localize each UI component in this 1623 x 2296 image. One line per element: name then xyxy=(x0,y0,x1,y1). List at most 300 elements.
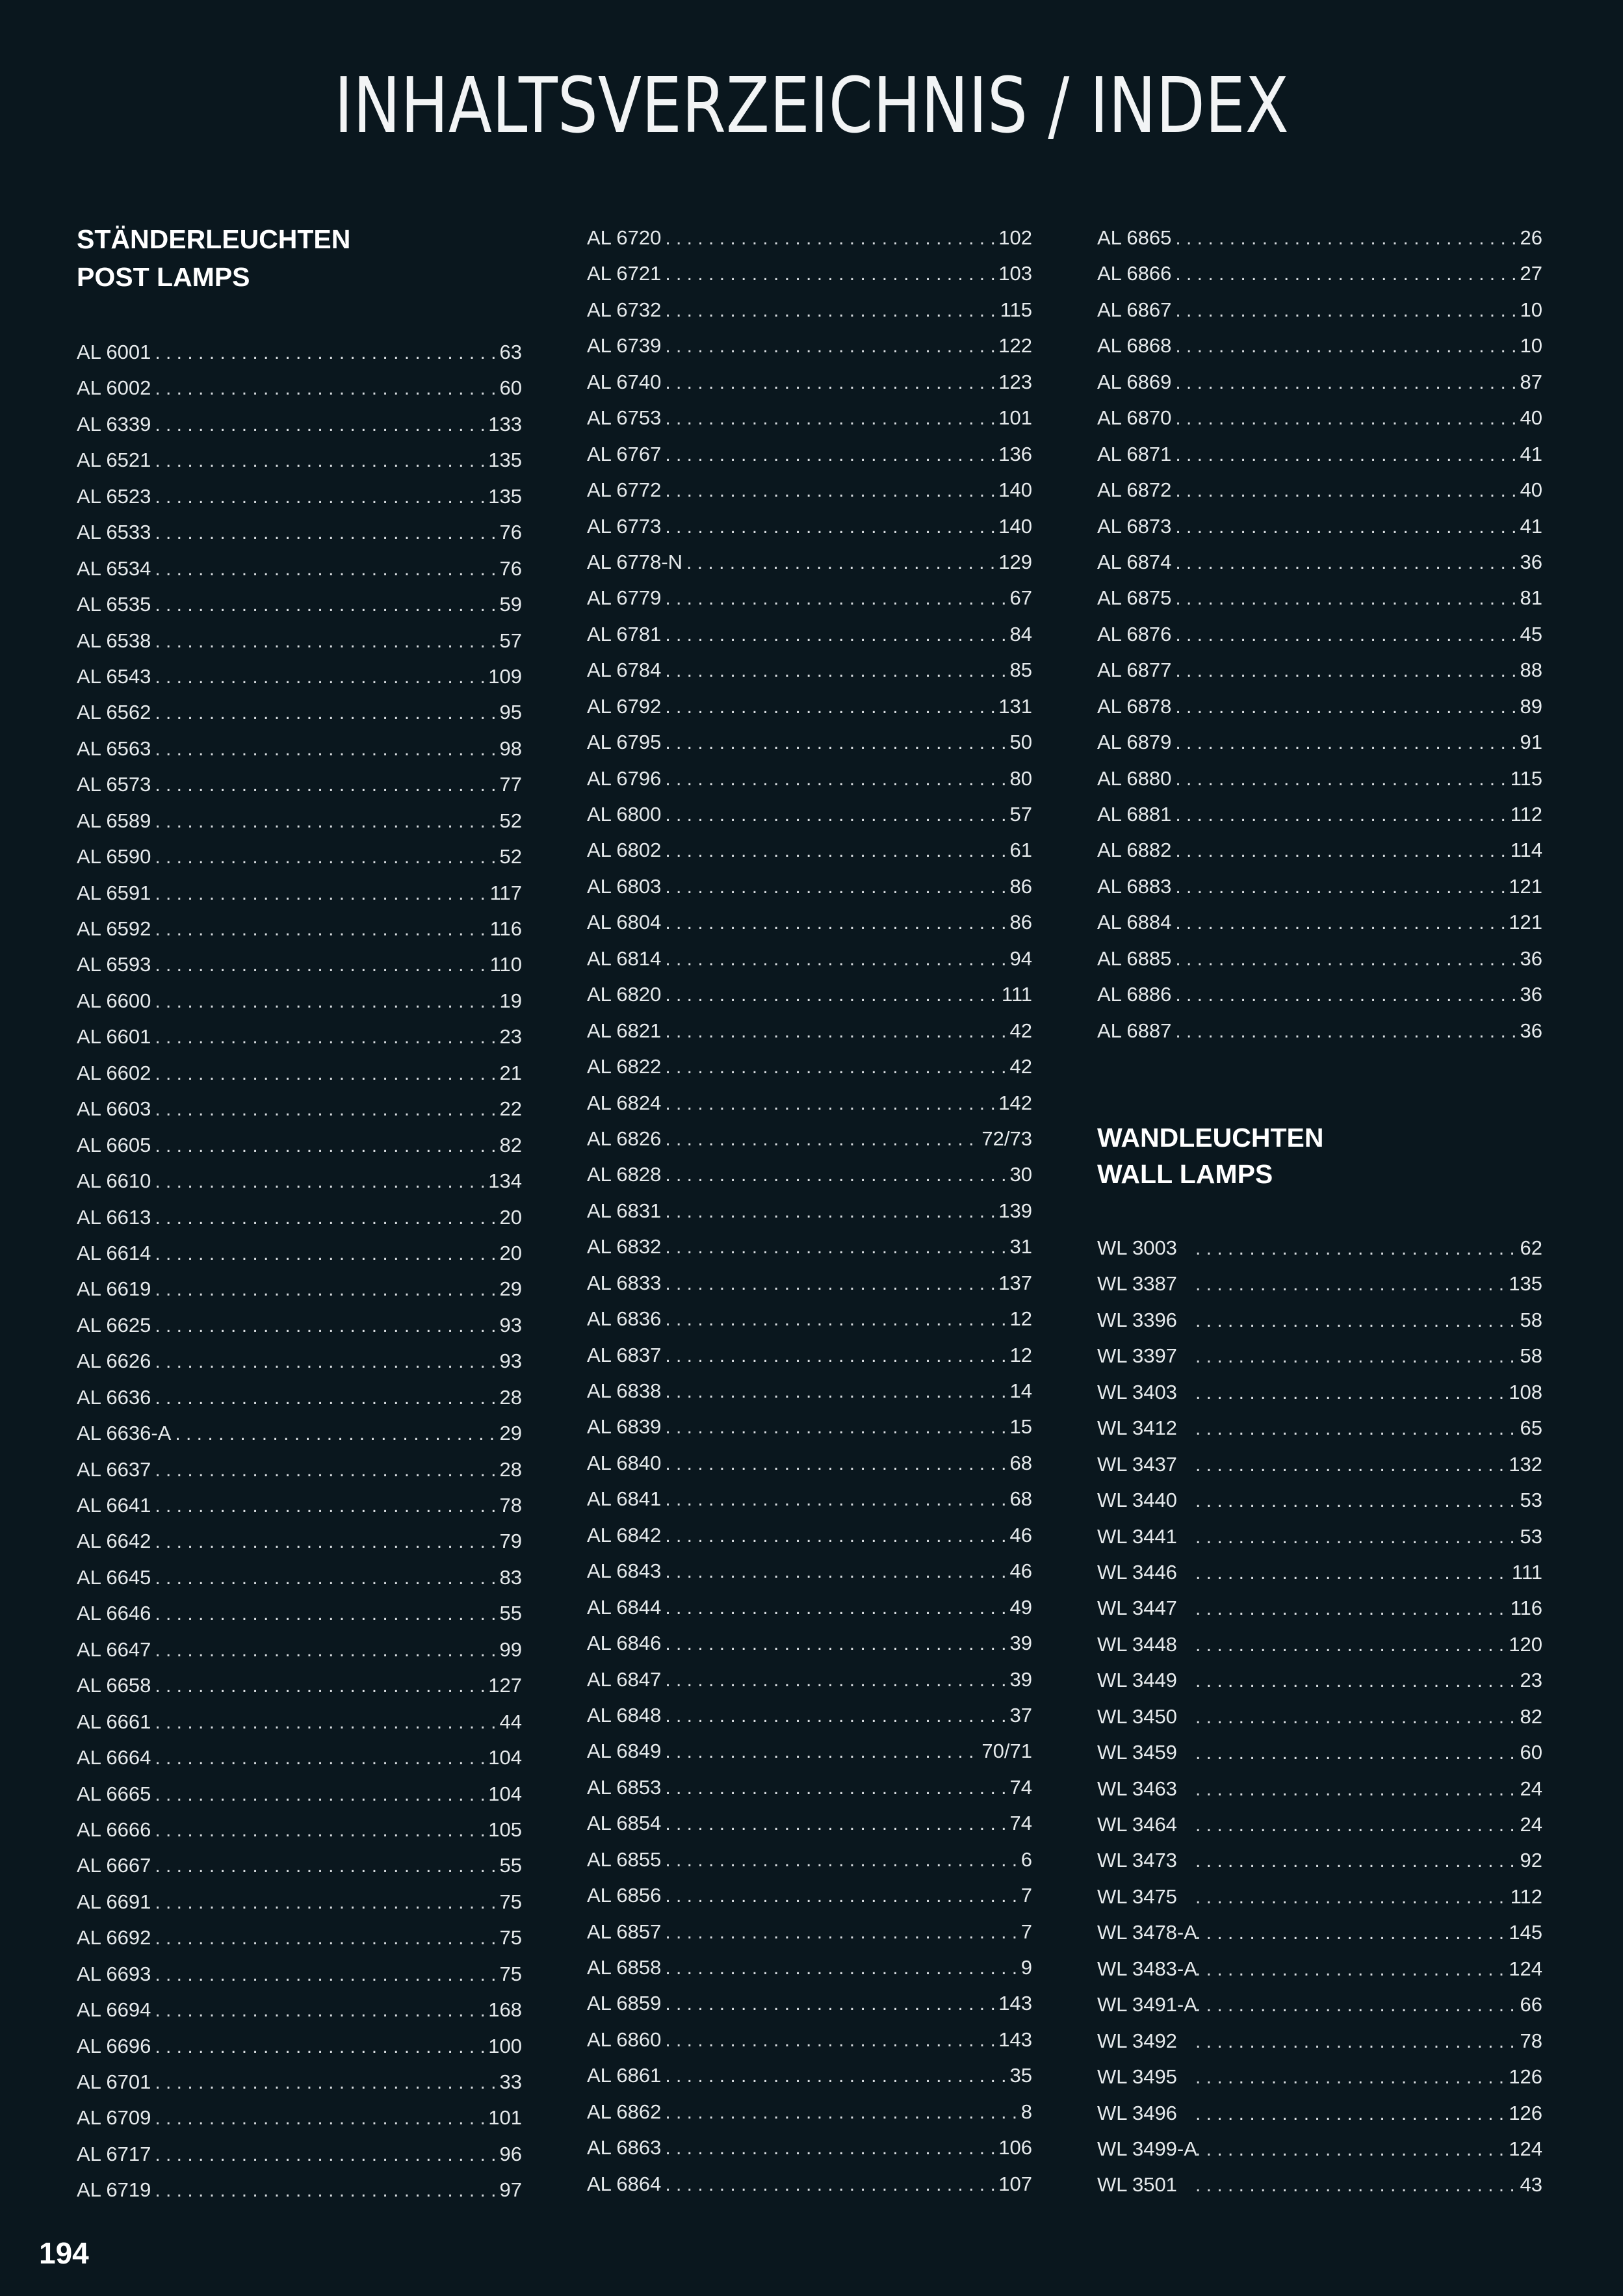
entry-code: AL 6881 xyxy=(1097,803,1172,826)
entry-page: 58 xyxy=(1520,1308,1542,1331)
index-entry xyxy=(1097,2059,1542,2094)
dot-leader xyxy=(665,293,998,328)
index-entry xyxy=(77,731,522,766)
entry-page: 45 xyxy=(1520,622,1542,646)
entry-page: 94 xyxy=(1009,946,1032,970)
index-entry xyxy=(587,1805,1032,1841)
index-entry xyxy=(587,1337,1032,1373)
index-list xyxy=(1097,1230,1542,2203)
entry-page: 88 xyxy=(1520,659,1542,682)
entry-page: 37 xyxy=(1009,1703,1032,1727)
index-entry xyxy=(587,1156,1032,1192)
index-entry xyxy=(77,1667,522,1703)
entry-code: AL 6593 xyxy=(77,953,151,976)
dot-leader xyxy=(665,725,1008,760)
dot-leader xyxy=(1175,293,1518,328)
entry-page: 60 xyxy=(499,376,522,400)
entry-page: 76 xyxy=(499,556,522,580)
entry-code: AL 6664 xyxy=(77,1746,151,1769)
index-entry xyxy=(1097,652,1542,688)
entry-code: AL 6339 xyxy=(77,412,151,436)
dot-leader xyxy=(665,1554,1008,1589)
dot-leader xyxy=(1195,1663,1519,1698)
entry-page: 145 xyxy=(1509,1921,1542,1944)
dot-leader xyxy=(1195,1951,1507,1987)
index-entry xyxy=(587,292,1032,328)
entry-page: 86 xyxy=(1009,874,1032,898)
dot-leader xyxy=(155,371,498,406)
entry-code: AL 6562 xyxy=(77,701,151,724)
entry-page: 135 xyxy=(1509,1272,1542,1296)
entry-code: AL 6666 xyxy=(77,1818,151,1841)
entry-page: 42 xyxy=(1009,1055,1032,1078)
entry-code: AL 6692 xyxy=(77,1926,151,1950)
entry-code: AL 6721 xyxy=(587,262,662,285)
entry-code: AL 6880 xyxy=(1097,766,1172,790)
entry-code: WL 3397 xyxy=(1097,1344,1177,1368)
dot-leader xyxy=(665,328,997,363)
entry-page: 120 xyxy=(1509,1632,1542,1656)
index-entry xyxy=(587,1265,1032,1301)
index-entry xyxy=(77,1379,522,1415)
index-entry xyxy=(587,1409,1032,1444)
index-entry xyxy=(77,1632,522,1667)
entry-code: AL 6877 xyxy=(1097,659,1172,682)
entry-page: 36 xyxy=(1520,983,1542,1006)
entry-code: AL 6772 xyxy=(587,478,662,502)
entry-page: 140 xyxy=(998,478,1032,502)
dot-leader xyxy=(1195,1375,1507,1410)
entry-code: AL 6538 xyxy=(77,629,151,652)
index-entry xyxy=(1097,1590,1542,1626)
index-entry xyxy=(587,688,1032,724)
dot-leader xyxy=(155,1128,498,1163)
entry-code: AL 6861 xyxy=(587,2064,662,2087)
entry-code: AL 6590 xyxy=(77,845,151,868)
index-entry xyxy=(1097,508,1542,544)
dot-leader xyxy=(155,2137,498,2172)
index-entry xyxy=(77,478,522,514)
index-entry xyxy=(587,1950,1032,1985)
dot-leader xyxy=(1195,1411,1519,1446)
entry-code: AL 6882 xyxy=(1097,839,1172,862)
dot-leader xyxy=(1195,1771,1519,1807)
entry-code: WL 3496 xyxy=(1097,2101,1177,2124)
entry-page: 123 xyxy=(998,370,1032,393)
dot-leader xyxy=(665,509,997,544)
entry-code: WL 3459 xyxy=(1097,1741,1177,1764)
entry-page: 22 xyxy=(499,1097,522,1121)
entry-page: 40 xyxy=(1520,478,1542,502)
entry-code: AL 6694 xyxy=(77,1998,151,2022)
index-entry xyxy=(1097,1699,1542,1734)
index-entry xyxy=(587,1193,1032,1229)
index-entry xyxy=(77,1127,522,1163)
dot-leader xyxy=(155,1848,498,1883)
entry-page: 82 xyxy=(499,1133,522,1156)
dot-leader xyxy=(1175,1013,1518,1049)
entry-page: 104 xyxy=(488,1782,522,1805)
entry-code: AL 6844 xyxy=(587,1595,662,1619)
dot-leader xyxy=(155,335,498,370)
entry-page: 31 xyxy=(1009,1235,1032,1259)
dot-leader xyxy=(665,1338,1008,1373)
dot-leader xyxy=(155,1777,487,1812)
entry-code: AL 6887 xyxy=(1097,1019,1172,1042)
index-entry xyxy=(1097,1842,1542,1878)
entry-page: 95 xyxy=(499,701,522,724)
entry-page: 52 xyxy=(499,845,522,868)
entry-page: 109 xyxy=(488,664,522,688)
index-entry xyxy=(1097,1662,1542,1698)
entry-code: WL 3495 xyxy=(1097,2065,1177,2089)
dot-leader xyxy=(1175,365,1518,400)
entry-page: 127 xyxy=(488,1674,522,1697)
index-entry xyxy=(587,724,1032,760)
entry-page: 116 xyxy=(489,917,522,940)
entry-code: AL 6523 xyxy=(77,484,151,508)
entry-code: AL 6667 xyxy=(77,1854,151,1877)
dot-leader xyxy=(1175,509,1518,544)
dot-leader xyxy=(155,911,488,946)
dot-leader xyxy=(1175,473,1518,508)
dot-leader xyxy=(665,1698,1008,1733)
index-entry xyxy=(1097,1771,1542,1807)
entry-code: WL 3483-A xyxy=(1097,1957,1197,1980)
dot-leader xyxy=(665,1229,1008,1264)
dot-leader xyxy=(1175,761,1509,796)
entry-page: 75 xyxy=(499,1926,522,1950)
dot-leader xyxy=(155,587,498,622)
entry-code: WL 3003 xyxy=(1097,1236,1177,1259)
index-entry xyxy=(587,1697,1032,1733)
entry-code: AL 6642 xyxy=(77,1530,151,1553)
dot-leader xyxy=(665,1157,1008,1192)
entry-code: AL 6868 xyxy=(1097,334,1172,358)
entry-code: AL 6693 xyxy=(77,1962,151,1985)
entry-page: 29 xyxy=(499,1277,522,1301)
entry-code: WL 3463 xyxy=(1097,1777,1177,1800)
entry-page: 76 xyxy=(499,521,522,544)
entry-page: 23 xyxy=(1520,1669,1542,1692)
entry-page: 6 xyxy=(1020,1847,1032,1871)
index-entry xyxy=(1097,688,1542,724)
entry-code: AL 6871 xyxy=(1097,442,1172,465)
index-entry xyxy=(77,983,522,1019)
entry-code: WL 3396 xyxy=(1097,1308,1177,1331)
index-entry xyxy=(587,1373,1032,1409)
index-entry xyxy=(1097,976,1542,1012)
dot-leader xyxy=(155,1668,487,1703)
entry-page: 124 xyxy=(1509,1957,1542,1980)
index-entry xyxy=(1097,1626,1542,1662)
entry-page: 12 xyxy=(1009,1343,1032,1366)
index-entry xyxy=(77,1595,522,1631)
entry-page: 78 xyxy=(1520,2029,1542,2052)
entry-code: AL 6814 xyxy=(587,946,662,970)
entry-page: 52 xyxy=(499,809,522,832)
entry-code: AL 6691 xyxy=(77,1890,151,1913)
entry-code: AL 6876 xyxy=(1097,622,1172,646)
entry-page: 36 xyxy=(1520,550,1542,573)
dot-leader xyxy=(665,256,997,291)
index-entry xyxy=(77,1019,522,1054)
entry-page: 83 xyxy=(499,1565,522,1589)
index-entry xyxy=(587,220,1032,255)
index-entry xyxy=(1097,2095,1542,2131)
entry-code: WL 3473 xyxy=(1097,1849,1177,1872)
entry-page: 57 xyxy=(499,629,522,652)
dot-leader xyxy=(665,400,997,436)
entry-page: 98 xyxy=(499,737,522,760)
entry-page: 137 xyxy=(998,1271,1032,1294)
entry-page: 53 xyxy=(1520,1489,1542,1512)
entry-page: 15 xyxy=(1009,1415,1032,1439)
entry-code: AL 6641 xyxy=(77,1494,151,1517)
entry-page: 139 xyxy=(998,1199,1032,1222)
entry-page: 107 xyxy=(998,2172,1032,2195)
index-entry xyxy=(77,1452,522,1487)
entry-code: WL 3447 xyxy=(1097,1597,1177,1620)
entry-code: AL 6626 xyxy=(77,1350,151,1373)
dot-leader xyxy=(665,1590,1008,1625)
index-entry xyxy=(1097,1987,1542,2022)
entry-code: AL 6878 xyxy=(1097,694,1172,718)
entry-page: 143 xyxy=(998,2028,1032,2051)
dot-leader xyxy=(665,797,1008,832)
dot-leader xyxy=(1175,689,1518,724)
index-entry xyxy=(1097,1013,1542,1049)
dot-leader xyxy=(1195,1591,1509,1626)
dot-leader xyxy=(665,2130,997,2165)
entry-code: WL 3446 xyxy=(1097,1560,1177,1584)
entry-page: 33 xyxy=(499,2070,522,2093)
index-entry xyxy=(77,2100,522,2135)
dot-leader xyxy=(1195,1843,1519,1878)
index-entry xyxy=(587,544,1032,580)
entry-page: 7 xyxy=(1020,1920,1032,1943)
index-entry xyxy=(587,1445,1032,1481)
entry-code: AL 6853 xyxy=(587,1775,662,1799)
entry-code: AL 6826 xyxy=(587,1127,662,1150)
dot-leader xyxy=(155,1019,498,1054)
index-entry xyxy=(77,1343,522,1379)
section-heading-post-lamps-de: STÄNDERLEUCHTEN xyxy=(77,224,351,254)
dot-leader xyxy=(155,1452,498,1487)
index-entry xyxy=(77,551,522,586)
dot-leader xyxy=(1175,220,1518,255)
index-entry xyxy=(1097,472,1542,508)
entry-page: 63 xyxy=(499,341,522,363)
entry-page: 92 xyxy=(1520,1849,1542,1872)
index-entry xyxy=(587,508,1032,544)
index-entry xyxy=(1097,1734,1542,1770)
entry-code: AL 6543 xyxy=(77,664,151,688)
index-entry xyxy=(77,1812,522,1847)
index-entry xyxy=(587,652,1032,688)
entry-page: 168 xyxy=(488,1998,522,2022)
entry-code: AL 6602 xyxy=(77,1061,151,1084)
entry-page: 143 xyxy=(998,1992,1032,2015)
entry-code: AL 6720 xyxy=(587,226,662,249)
index-entry xyxy=(587,941,1032,976)
entry-code: AL 6600 xyxy=(77,989,151,1012)
dot-leader xyxy=(155,876,488,911)
index-entry xyxy=(77,334,522,370)
index-entry xyxy=(77,659,522,694)
dot-leader xyxy=(1175,869,1507,904)
dot-leader xyxy=(155,839,498,874)
entry-page: 99 xyxy=(499,1637,522,1661)
entry-page: 60 xyxy=(1520,1741,1542,1764)
dot-leader xyxy=(1195,1519,1519,1554)
index-entry xyxy=(587,761,1032,796)
index-entry xyxy=(77,911,522,946)
entry-page: 58 xyxy=(1520,1344,1542,1368)
entry-page: 105 xyxy=(488,1818,522,1841)
entry-code: AL 6661 xyxy=(77,1710,151,1733)
index-entry xyxy=(1097,1951,1542,1987)
entry-code: AL 6709 xyxy=(77,2106,151,2130)
entry-code: AL 6858 xyxy=(587,1956,662,1979)
dot-leader xyxy=(1195,1338,1519,1374)
entry-page: 55 xyxy=(499,1854,522,1877)
entry-page: 102 xyxy=(998,226,1032,249)
entry-code: AL 6646 xyxy=(77,1602,151,1625)
dot-leader xyxy=(665,581,1008,616)
entry-code: AL 6719 xyxy=(77,2178,151,2202)
dot-leader xyxy=(155,1632,498,1667)
dot-leader xyxy=(1195,2024,1519,2059)
index-entry xyxy=(1097,400,1542,436)
entry-code: AL 6739 xyxy=(587,334,662,358)
index-entry xyxy=(77,803,522,839)
entry-code: AL 6857 xyxy=(587,1920,662,1943)
entry-page: 78 xyxy=(499,1494,522,1517)
entry-page: 85 xyxy=(1009,659,1032,682)
dot-leader xyxy=(1175,545,1518,580)
entry-code: AL 6828 xyxy=(587,1163,662,1186)
index-entry xyxy=(1097,1446,1542,1482)
entry-page: 72/73 xyxy=(981,1127,1032,1150)
entry-page: 53 xyxy=(1520,1524,1542,1548)
dot-leader xyxy=(665,1013,1008,1049)
dot-leader xyxy=(1195,1735,1519,1770)
entry-code: AL 6800 xyxy=(587,803,662,826)
entry-page: 39 xyxy=(1009,1632,1032,1655)
entry-page: 12 xyxy=(1009,1307,1032,1331)
dot-leader xyxy=(665,1049,1008,1084)
index-entry xyxy=(587,328,1032,363)
entry-page: 91 xyxy=(1520,731,1542,754)
index-entry xyxy=(587,868,1032,904)
index-entry xyxy=(1097,2023,1542,2059)
entry-page: 126 xyxy=(1509,2065,1542,2089)
entry-code: AL 6863 xyxy=(587,2136,662,2159)
dot-leader xyxy=(665,1626,1008,1661)
dot-leader xyxy=(665,941,1008,976)
dot-leader xyxy=(155,1560,498,1595)
entry-page: 35 xyxy=(1009,2064,1032,2087)
dot-leader xyxy=(665,1409,1008,1444)
entry-page: 50 xyxy=(1009,731,1032,754)
entry-code: AL 6843 xyxy=(587,1559,662,1583)
index-entry xyxy=(587,1842,1032,1877)
index-entry xyxy=(1097,1879,1542,1914)
index-entry xyxy=(587,1049,1032,1084)
dot-leader xyxy=(665,1374,1008,1409)
entry-code: AL 6784 xyxy=(587,659,662,682)
entry-page: 24 xyxy=(1520,1813,1542,1836)
entry-page: 79 xyxy=(499,1530,522,1553)
index-entry xyxy=(1097,544,1542,580)
index-entry xyxy=(1097,1410,1542,1446)
dot-leader xyxy=(665,1878,1019,1913)
entry-code: AL 6821 xyxy=(587,1019,662,1042)
entry-page: 80 xyxy=(1009,766,1032,790)
index-entry xyxy=(587,1229,1032,1264)
entry-page: 41 xyxy=(1520,514,1542,538)
index-entry xyxy=(587,1589,1032,1625)
entry-code: AL 6696 xyxy=(77,2034,151,2057)
entry-page: 108 xyxy=(1509,1380,1542,1403)
entry-code: WL 3464 xyxy=(1097,1813,1177,1836)
entry-code: AL 6833 xyxy=(587,1271,662,1294)
index-entry xyxy=(587,1769,1032,1805)
entry-page: 74 xyxy=(1009,1812,1032,1835)
entry-page: 142 xyxy=(998,1091,1032,1114)
dot-leader xyxy=(155,767,498,802)
entry-code: AL 6773 xyxy=(587,514,662,538)
entry-page: 36 xyxy=(1520,1019,1542,1042)
index-entry xyxy=(77,1091,522,1127)
index-entry xyxy=(587,1662,1032,1697)
index-entry xyxy=(77,1163,522,1199)
dot-leader xyxy=(1175,328,1518,363)
entry-code: AL 6592 xyxy=(77,917,151,940)
dot-leader xyxy=(1195,1303,1519,1338)
dot-leader xyxy=(665,365,997,400)
index-entry xyxy=(587,2094,1032,2130)
entry-code: AL 6802 xyxy=(587,839,662,862)
dot-leader xyxy=(1195,2096,1507,2131)
entry-page: 132 xyxy=(1509,1452,1542,1476)
entry-page: 106 xyxy=(998,2136,1032,2159)
index-entry xyxy=(77,1704,522,1740)
index-entry xyxy=(1097,724,1542,760)
entry-code: AL 6839 xyxy=(587,1415,662,1439)
entry-page: 121 xyxy=(1509,911,1542,934)
index-entry xyxy=(77,946,522,982)
dot-leader xyxy=(1195,1231,1519,1266)
entry-page: 42 xyxy=(1009,1019,1032,1042)
entry-page: 41 xyxy=(1520,442,1542,465)
dot-leader xyxy=(155,1957,498,1992)
entry-code: AL 6614 xyxy=(77,1241,151,1264)
dot-leader xyxy=(155,1056,498,1091)
entry-code: AL 6701 xyxy=(77,2070,151,2093)
index-entry xyxy=(1097,436,1542,472)
index-entry xyxy=(1097,1807,1542,1842)
dot-leader xyxy=(665,1734,980,1769)
entry-code: AL 6792 xyxy=(587,694,662,718)
entry-page: 29 xyxy=(499,1422,522,1445)
dot-leader xyxy=(155,1885,498,1920)
entry-page: 81 xyxy=(1520,586,1542,610)
entry-code: AL 6613 xyxy=(77,1205,151,1229)
entry-page: 114 xyxy=(1510,839,1542,862)
index-entry xyxy=(1097,1302,1542,1338)
